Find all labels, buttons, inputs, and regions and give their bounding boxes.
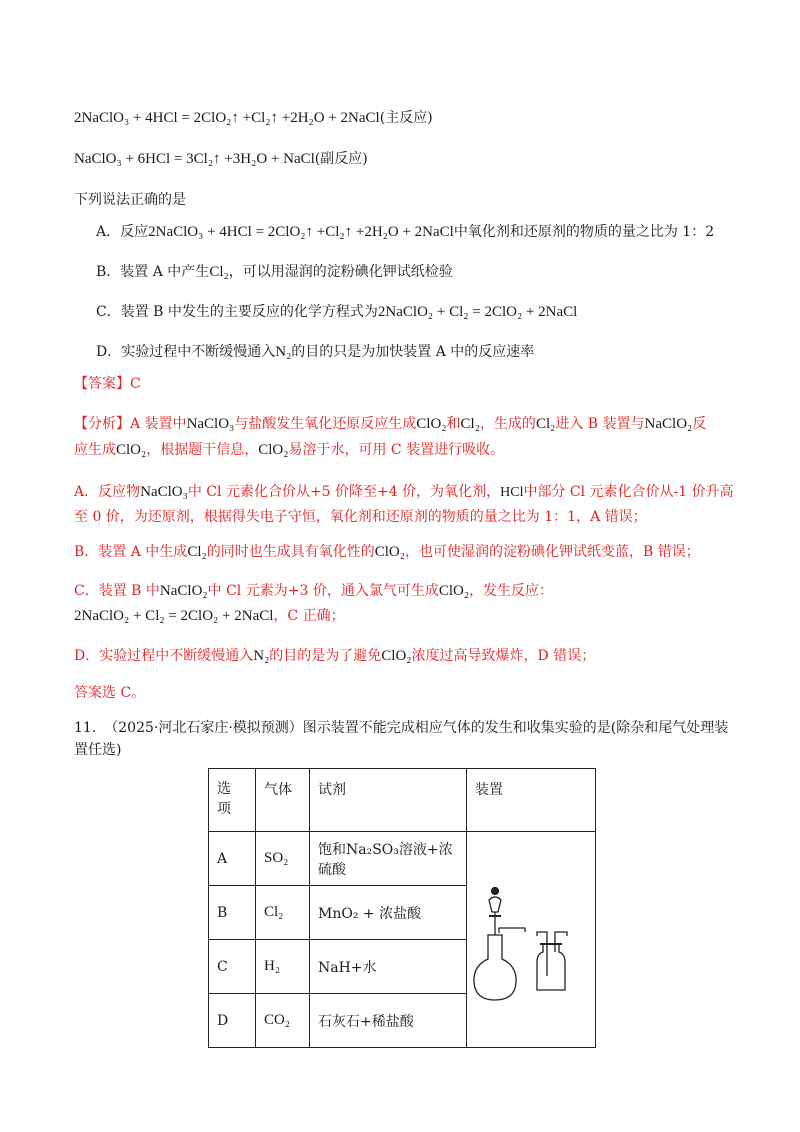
question-source: （2025·河北石家庄·模拟预测） [104,720,303,736]
formula: NaClO₂ [159,583,208,599]
question-11-line-1 [74,718,728,738]
main-reaction-equation: 2NaClO₃ + 4HCl = 2ClO₂↑ +Cl₂↑ +2H₂O + 2NaCl [74,110,380,126]
analysis-text: B．装置 A 中生成 [74,544,188,560]
side-reaction-equation: NaClO₃ + 6HCl = 3Cl₂↑ +3H₂O + NaCl [74,151,315,167]
main-reaction-note: (主反应) [379,110,433,126]
option-text: ，可以用湿润的淀粉碘化钾试纸检验 [228,264,453,280]
option-text: 装置 B 中发生的主要反应的化学方程式为 [120,304,378,320]
answer-value: C [130,376,141,392]
cell-option: B [209,886,256,940]
cell-gas: CO₂ [256,994,310,1048]
analysis-text: 的同时也生成具有氧化性的 [206,544,375,560]
formula: ClO₂ [438,583,470,599]
option-b [96,262,453,282]
option-label: A． [96,224,121,240]
header-text: 选项 [217,781,231,817]
analysis-c-line-1 [74,581,553,601]
final-answer: 答案选 C。 [74,685,146,701]
formula: NaClO₃ [186,416,235,432]
analysis-text: C．装置 B 中 [74,583,160,599]
cell-gas: H₂ [256,940,310,994]
analysis-b [74,542,700,562]
analysis-text: 与盐酸发生氧化还原反应生成 [234,416,417,432]
header-option [209,769,256,832]
cell-reagent: 石灰石+稀盐酸 [310,994,467,1048]
answer-tag: 【答案】 [74,376,130,392]
formula: Cl₂ [460,416,480,432]
table-row [209,832,596,886]
side-reaction-note: (副反应) [314,151,368,167]
analysis-text: ，根据题干信息， [146,442,259,458]
question-number: 11. [74,720,97,736]
delivery-tube [499,928,525,933]
question-11-line-2: 置任选) [74,742,122,758]
funnel-stopper [492,887,499,894]
option-a [96,222,714,242]
option-equation: 2NaClO₃ + 4HCl = 2ClO₂↑ +Cl₂↑ +2H₂O + 2NaCl [148,224,454,240]
option-d [96,342,534,362]
cell-reagent: MnO₂ + 浓盐酸 [310,886,467,940]
option-equation: Cl₂ [209,264,229,280]
analysis-text: 易溶于水，可用 C 装置进行吸收。 [288,442,505,458]
analysis-text: 中 Cl 元素化合价从+5 价降至+4 价，为氧化剂， [187,484,501,500]
analysis-text: 浓度过高导致爆炸，D 错误； [411,648,596,664]
analysis-d [74,646,595,666]
cell-gas: SO₂ [256,832,310,886]
formula: 2NaClO₂ + Cl₂ = 2ClO₂ + 2NaCl [74,608,274,624]
formula: NaClO₃ [140,484,188,500]
options-table [208,768,596,1048]
question-prompt: 下列说法正确的是 [74,192,186,208]
header-apparatus: 装置 [467,769,596,832]
cell-reagent: NaH+水 [310,940,467,994]
option-text: 的目的只是为加快装置 A 中的反应速率 [291,344,535,360]
analysis-text: ，生成的 [479,416,536,432]
analysis-text: ，也可使湿润的淀粉碘化钾试纸变蓝，B 错误； [404,544,700,560]
analysis-text: ，C 正确； [273,608,345,624]
formula: ClO₂ [381,648,412,664]
analysis-text: 中部分 Cl 元素化合价从-1 价升高 [523,484,734,500]
analysis-text: 和 [446,416,461,432]
cell-gas: Cl₂ [256,886,310,940]
funnel-body [489,897,501,912]
analysis-text: A．反应物 [74,484,141,500]
analysis-c-line-2 [74,606,345,626]
analysis-line-2 [74,440,504,460]
option-text: 中氧化剂和还原剂的物质的量之比为 1：2 [453,224,715,240]
formula: NaClO₂ [644,416,693,432]
formula: N₂ [253,648,270,664]
header-gas: 气体 [256,769,310,832]
table-header-row [209,769,596,832]
cell-option: A [209,832,256,886]
formula: Cl₂ [187,544,207,560]
round-flask [474,935,516,1000]
cell-option: C [209,940,256,994]
analysis-text: 中 Cl 元素为+3 价，通入氯气可生成 [207,583,439,599]
option-text: 装置 A 中产生 [120,264,210,280]
option-equation: 2NaClO₂ + Cl₂ = 2ClO₂ + 2NaCl [377,304,578,320]
outlet-tube [555,932,567,952]
question-text: 图示装置不能完成相应气体的发生和收集实验的是(除杂和尾气处理装 [302,720,729,736]
option-equation: N₂ [275,344,292,360]
collection-bottle [537,944,565,990]
formula: ClO₂ [116,442,147,458]
option-label: C． [96,304,121,320]
option-label: D． [96,344,122,360]
analysis-a-line-2: 至 0 价，为还原剂，根据得失电子守恒，氧化剂和还原剂的物质的量之比为 1：1，A 错误； [74,509,647,525]
analysis-text: ，发生反应： [469,583,554,599]
formula: HCl [500,485,524,500]
option-text: 反应 [120,224,149,240]
cell-option: D [209,994,256,1048]
formula: Cl₂ [535,416,556,432]
main-reaction [74,108,433,128]
analysis-tag: 【分析】 [74,416,130,432]
formula: ClO₂ [374,544,405,560]
header-reagent: 试剂 [310,769,467,832]
answer [74,374,141,394]
side-reaction [74,149,368,169]
analysis-text: A 装置中 [130,416,187,432]
option-c [96,302,577,322]
analysis-line-1 [74,414,706,434]
analysis-text: 应生成 [74,442,116,458]
analysis-text: 进入 B 装置与 [555,416,645,432]
option-label: B． [96,264,121,280]
analysis-text: 反 [692,416,707,432]
cell-reagent: 饱和Na₂SO₃溶液+浓硫酸 [310,832,467,886]
apparatus-diagram [467,840,595,1040]
analysis-a-line-1 [74,482,734,503]
analysis-text: D．实验过程中不断缓慢通入 [74,648,254,664]
cell-apparatus [467,832,596,1048]
formula: ClO₂ [258,442,289,458]
inlet-tube [537,932,547,976]
formula: ClO₂ [416,416,447,432]
analysis-text: 的目的是为了避免 [269,648,382,664]
option-text: 实验过程中不断缓慢通入 [121,344,276,360]
